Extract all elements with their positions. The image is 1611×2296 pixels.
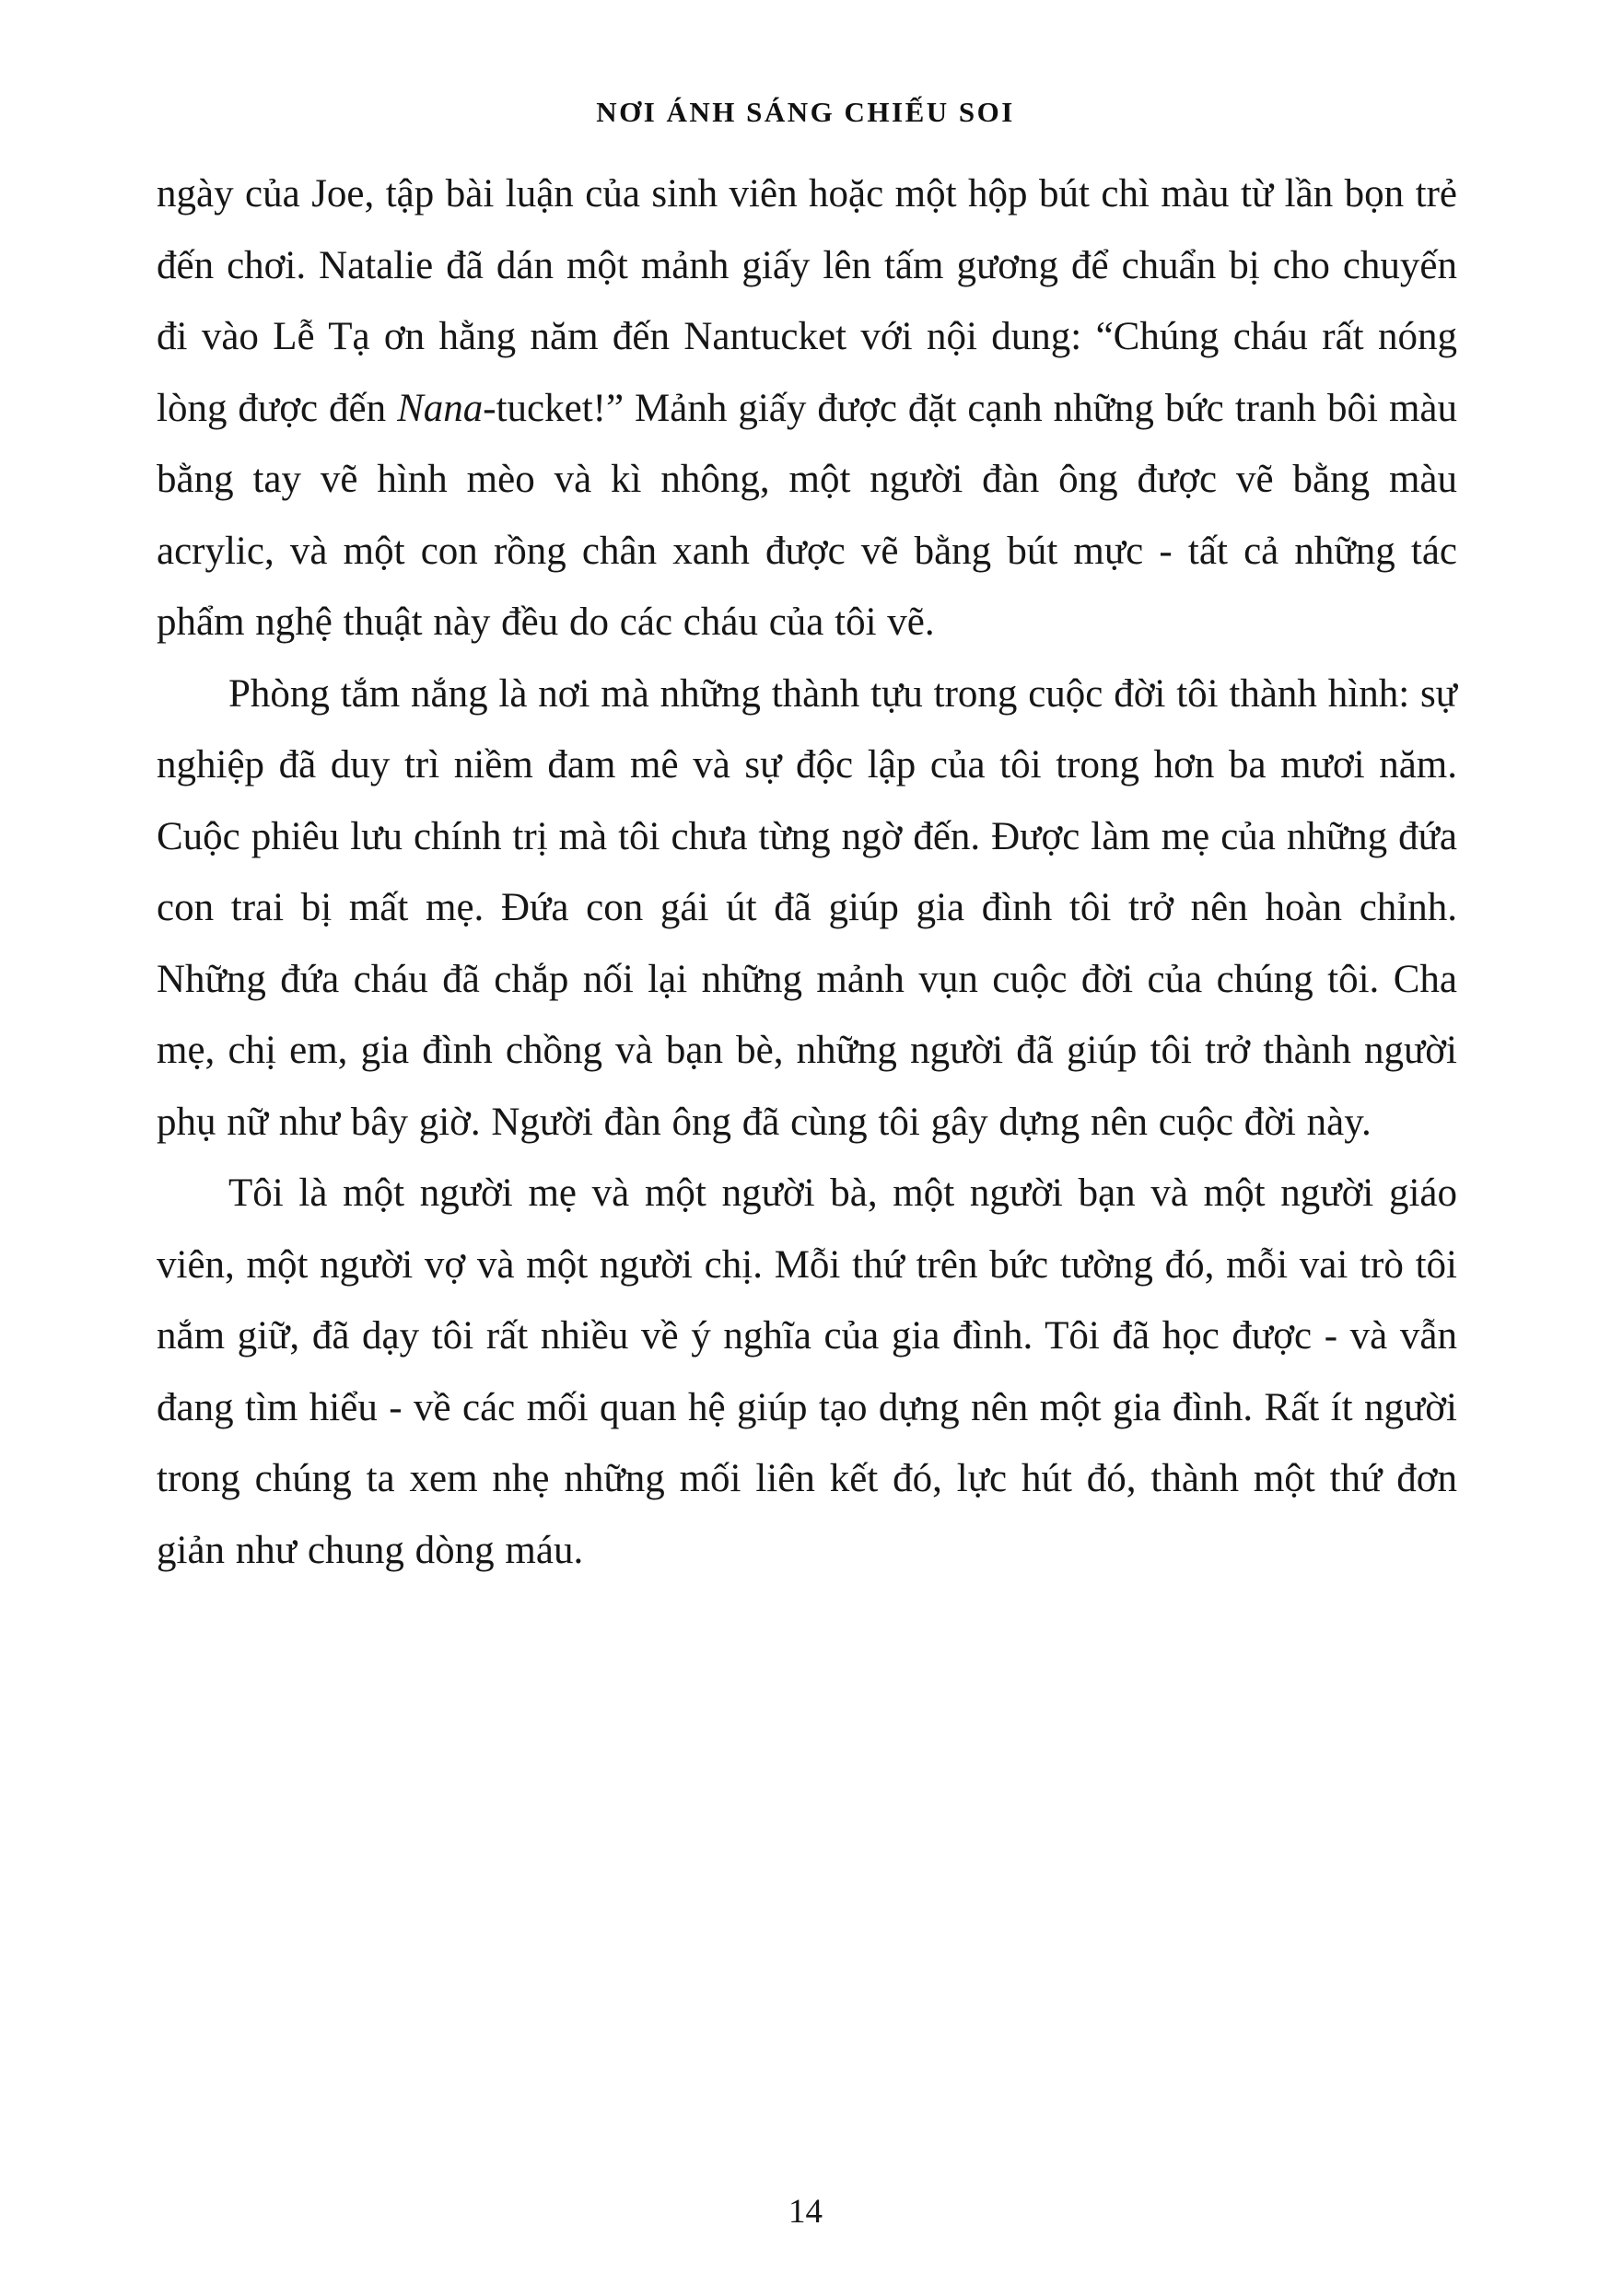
text-run: -tucket!” Mảnh giấy được đặt cạnh những bức tranh bôi màu bằng tay vẽ hình mèo và kì nhông, một người đàn ông được vẽ bằng màu acrylic, và một con rồng chân xanh được vẽ bằng bút mực - tất cả những tác phẩm nghệ thuật này đều do các cháu của tôi vẽ.: [157, 386, 1457, 644]
paragraph: [157, 158, 1457, 658]
text-run: Tôi là một người mẹ và một người bà, một người bạn và một người giáo viên, một người vợ và một người chị. Mỗi thứ trên bức tường đó, mỗi vai trò tôi nắm giữ, đã dạy tôi rất nhiều về ý nghĩa của gia đình. Tôi đã học được - và vẫn đang tìm hiểu - về các mối quan hệ giúp tạo dựng nên một gia đình. Rất ít người trong chúng ta xem nhẹ những mối liên kết đó, lực hút đó, thành một thứ đơn giản như chung dòng máu.: [157, 1171, 1457, 1572]
body-text: [157, 158, 1457, 1586]
running-head: NƠI ÁNH SÁNG CHIẾU SOI: [596, 96, 1015, 128]
text-run: Phòng tắm nắng là nơi mà những thành tựu trong cuộc đời tôi thành hình: sự nghiệp đã duy trì niềm đam mê và sự độc lập của tôi trong hơn ba mươi năm. Cuộc phiêu lưu chính trị mà tôi chưa từng ngờ đến. Được làm mẹ của những đứa con trai bị mất mẹ. Đứa con gái út đã giúp gia đình tôi trở nên hoàn chỉnh. Những đứa cháu đã chắp nối lại những mảnh vụn cuộc đời của chúng tôi. Cha mẹ, chị em, gia đình chồng và bạn bè, những người đã giúp tôi trở thành người phụ nữ như bây giờ. Người đàn ông đã cùng tôi gây dựng nên cuộc đời này.: [157, 671, 1457, 1144]
page-number: 14: [788, 2193, 823, 2231]
text-run: ngày của Joe, tập bài luận của sinh viên hoặc một hộp bút chì màu từ lần bọn trẻ đến chơi. Natalie đã dán một mảnh giấy lên tấm gương để chuẩn bị cho chuyến đi vào Lễ Tạ ơn hằng năm đến Nantucket với nội dung: “Chúng cháu rất nóng lòng được đến: [157, 172, 1457, 430]
paragraph: [157, 1158, 1457, 1586]
italic-text-run: Nana: [397, 386, 484, 430]
paragraph: [157, 658, 1457, 1159]
